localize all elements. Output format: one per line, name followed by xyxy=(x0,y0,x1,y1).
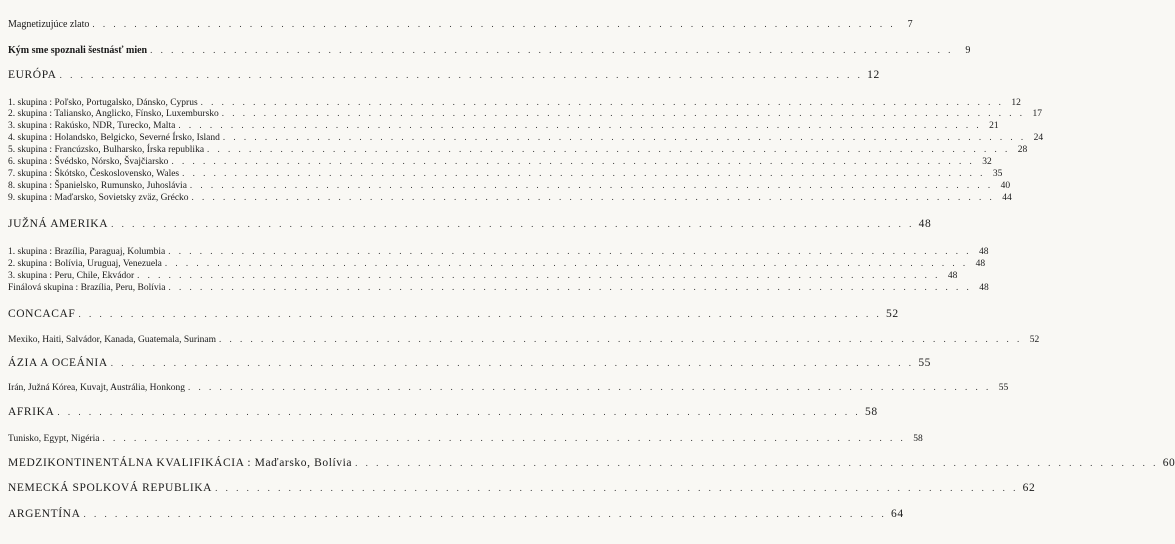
toc-section-page: 48 xyxy=(918,218,932,230)
toc-entry-label: 1. skupina : Poľsko, Portugalsko, Dánsko, Cyprus xyxy=(8,98,198,108)
toc-entry xyxy=(8,44,971,57)
toc-entry-label: 8. skupina : Španielsko, Rumunsko, Juhoslávia xyxy=(8,181,187,191)
toc-section-label: CONCACAF xyxy=(8,308,76,320)
toc-entry-page: 48 xyxy=(979,247,989,257)
toc-section-page: 12 xyxy=(867,69,880,81)
toc-entry-label: Finálová skupina : Brazília, Peru, Bolívia xyxy=(8,283,166,293)
dot-leader: . . . . . . . . . . . . . . . . . . . . . . . . . . . . . . . . . . . . . . . . . . . . . . . . . . . . . . . . . . . . . . . . . . . . . . . . . . . . . xyxy=(188,382,992,392)
dot-leader: . . . . . . . . . . . . . . . . . . . . . . . . . . . . . . . . . . . . . . . . . . . . . . . . . . . . . . . . . . . . . . . . . . . . . . . . . . . . . xyxy=(92,19,896,29)
dot-leader: . . . . . . . . . . . . . . . . . . . . . . . . . . . . . . . . . . . . . . . . . . . . . . . . . . . . . . . . . . . . . . . . . . . . . . . . . . . . . xyxy=(57,407,861,417)
dot-leader: . . . . . . . . . . . . . . . . . . . . . . . . . . . . . . . . . . . . . . . . . . . . . . . . . . . . . . . . . . . . . . . . . . . . . . . . . . . . . xyxy=(110,358,915,368)
toc-entry-label: Magnetizujúce zlato xyxy=(8,19,90,30)
toc-entry-label: 3. skupina : Peru, Chile, Ekvádor xyxy=(8,271,135,281)
toc-section-page: 55 xyxy=(918,357,932,369)
toc-entry xyxy=(8,18,913,31)
toc-section-label: JUŽNÁ AMERIKA xyxy=(8,218,109,230)
toc-section xyxy=(8,508,904,520)
toc-entry-label: 2. skupina : Taliansko, Anglicko, Fínsko, Luxembursko xyxy=(8,109,219,119)
dot-leader: . . . . . . . . . . . . . . . . . . . . . . . . . . . . . . . . . . . . . . . . . . . . . . . . . . . . . . . . . . . . . . . . . . . . . . . . . . . . . xyxy=(215,483,1019,493)
toc-entry-page: 21 xyxy=(989,121,999,131)
dot-leader: . . . . . . . . . . . . . . . . . . . . . . . . . . . . . . . . . . . . . . . . . . . . . . . . . . . . . . . . . . . . . . . . . . . . . . . . . . . . . xyxy=(168,282,972,292)
toc-entry-label: 3. skupina : Rakúsko, NDR, Turecko, Malta xyxy=(8,121,176,131)
toc-section-label: ARGENTÍNA xyxy=(8,508,81,520)
toc-section xyxy=(8,218,932,230)
dot-leader: . . . . . . . . . . . . . . . . . . . . . . . . . . . . . . . . . . . . . . . . . . . . . . . . . . . . . . . . . . . . . . . . . . . . . . . . . . . . . xyxy=(78,309,882,319)
toc-entry-page: 28 xyxy=(1017,145,1028,155)
toc-entry xyxy=(8,333,1040,346)
toc-section-page: 60 xyxy=(1162,457,1175,469)
toc-section xyxy=(8,308,899,320)
toc-entry-label: Irán, Južná Kórea, Kuvajt, Austrália, Honkong xyxy=(8,383,186,393)
dot-leader: . . . . . . . . . . . . . . . . . . . . . . . . . . . . . . . . . . . . . . . . . . . . . . . . . . . . . . . . . . . . . . . . . . . . . . . . . . . . . xyxy=(200,97,1004,107)
toc-entry-page: 32 xyxy=(982,157,992,167)
toc-entry-page: 55 xyxy=(998,383,1009,393)
toc-section-label: AFRIKA xyxy=(8,406,55,418)
toc-entry-label: 6. skupina : Švédsko, Nórsko, Švajčiarsko xyxy=(8,157,169,167)
toc-section xyxy=(8,357,932,369)
toc-entry-label: 7. skupina : Škótsko, Československo, Wales xyxy=(8,169,180,179)
toc-section-page: 64 xyxy=(891,508,904,520)
toc-entry-page: 48 xyxy=(979,283,989,293)
dot-leader: . . . . . . . . . . . . . . . . . . . . . . . . . . . . . . . . . . . . . . . . . . . . . . . . . . . . . . . . . . . . . . . . . . . . . . . . . . . . . xyxy=(102,433,906,443)
toc-section-page: 58 xyxy=(864,406,878,418)
toc-entry-label: Kým sme spoznali šestnásť mien xyxy=(8,45,148,56)
toc-section-label: NEMECKÁ SPOLKOVÁ REPUBLIKA xyxy=(8,482,213,494)
toc-section-label: ÁZIA A OCEÁNIA xyxy=(8,357,108,369)
toc-entry-page: 24 xyxy=(1033,133,1044,143)
toc-entry-page: 44 xyxy=(1002,193,1012,203)
dot-leader: . . . . . . . . . . . . . . . . . . . . . . . . . . . . . . . . . . . . . . . . . . . . . . . . . . . . . . . . . . . . . . . . . . . . . . . . . . . . . xyxy=(191,192,995,202)
toc-entry-label: 5. skupina : Francúzsko, Bulharsko, Írska republika xyxy=(8,145,205,155)
dot-leader: . . . . . . . . . . . . . . . . . . . . . . . . . . . . . . . . . . . . . . . . . . . . . . . . . . . . . . . . . . . . . . . . . . . . . . . . . . . . . xyxy=(221,108,1026,118)
dot-leader: . . . . . . . . . . . . . . . . . . . . . . . . . . . . . . . . . . . . . . . . . . . . . . . . . . . . . . . . . . . . . . . . . . . . . . . . . . . . . xyxy=(168,246,972,256)
dot-leader: . . . . . . . . . . . . . . . . . . . . . . . . . . . . . . . . . . . . . . . . . . . . . . . . . . . . . . . . . . . . . . . . . . . . . . . . . . . . . xyxy=(355,458,1159,468)
toc-entry-label: Mexiko, Haiti, Salvádor, Kanada, Guatemala, Surinam xyxy=(8,335,217,345)
toc-entry-page: 58 xyxy=(913,434,923,444)
toc-section-page: 52 xyxy=(885,308,899,320)
dot-leader: . . . . . . . . . . . . . . . . . . . . . . . . . . . . . . . . . . . . . . . . . . . . . . . . . . . . . . . . . . . . . . . . . . . . . . . . . . . . . xyxy=(59,70,863,80)
toc-section-label: MEDZIKONTINENTÁLNA KVALIFIKÁCIA : Maďarsko, Bolívia xyxy=(8,457,353,469)
toc-entry-page: 48 xyxy=(975,259,986,269)
toc-entry-label: 1. skupina : Brazília, Paraguaj, Kolumbia xyxy=(8,247,166,257)
dot-leader: . . . . . . . . . . . . . . . . . . . . . . . . . . . . . . . . . . . . . . . . . . . . . . . . . . . . . . . . . . . . . . . . . . . . . . . . . . . . . xyxy=(182,168,986,178)
toc-entry xyxy=(8,381,1009,394)
dot-leader: . . . . . . . . . . . . . . . . . . . . . . . . . . . . . . . . . . . . . . . . . . . . . . . . . . . . . . . . . . . . . . . . . . . . . . . . . . . . . xyxy=(222,132,1027,142)
dot-leader: . . . . . . . . . . . . . . . . . . . . . . . . . . . . . . . . . . . . . . . . . . . . . . . . . . . . . . . . . . . . . . . . . . . . . . . . . . . . . xyxy=(83,509,887,519)
toc-section xyxy=(8,457,1175,469)
toc-section xyxy=(8,406,878,418)
toc-section xyxy=(8,482,1036,494)
toc-entry-page: 40 xyxy=(1000,181,1011,191)
dot-leader: . . . . . . . . . . . . . . . . . . . . . . . . . . . . . . . . . . . . . . . . . . . . . . . . . . . . . . . . . . . . . . . . . . . . . . . . . . . . . xyxy=(207,144,1011,154)
toc-entry-page: 17 xyxy=(1032,109,1043,119)
toc-section-page: 62 xyxy=(1022,482,1036,494)
toc-entry-page: 52 xyxy=(1029,335,1040,345)
dot-leader: . . . . . . . . . . . . . . . . . . . . . . . . . . . . . . . . . . . . . . . . . . . . . . . . . . . . . . . . . . . . . . . . . . . . . . . . . . . . . xyxy=(150,45,954,55)
toc-section xyxy=(8,69,880,81)
toc-entry-label: 2. skupina : Bolívia, Uruguaj, Venezuela xyxy=(8,259,162,269)
toc-entry-label: Tunisko, Egypt, Nigéria xyxy=(8,434,100,444)
toc-entry-label: 9. skupina : Maďarsko, Sovietsky zväz, Grécko xyxy=(8,193,189,203)
toc-entry xyxy=(8,191,1012,204)
toc-entry-label: 4. skupina : Holandsko, Belgicko, Severné Írsko, Island xyxy=(8,133,220,143)
toc-entry-page: 12 xyxy=(1011,98,1021,108)
toc-entry xyxy=(8,281,989,294)
toc-entry-page: 35 xyxy=(992,169,1003,179)
toc-entry-page: 7 xyxy=(907,19,913,30)
dot-leader: . . . . . . . . . . . . . . . . . . . . . . . . . . . . . . . . . . . . . . . . . . . . . . . . . . . . . . . . . . . . . . . . . . . . . . . . . . . . . xyxy=(178,120,982,130)
dot-leader: . . . . . . . . . . . . . . . . . . . . . . . . . . . . . . . . . . . . . . . . . . . . . . . . . . . . . . . . . . . . . . . . . . . . . . . . . . . . . xyxy=(171,156,975,166)
dot-leader: . . . . . . . . . . . . . . . . . . . . . . . . . . . . . . . . . . . . . . . . . . . . . . . . . . . . . . . . . . . . . . . . . . . . . . . . . . . . . xyxy=(164,258,969,268)
toc-section-label: EURÓPA xyxy=(8,69,57,81)
dot-leader: . . . . . . . . . . . . . . . . . . . . . . . . . . . . . . . . . . . . . . . . . . . . . . . . . . . . . . . . . . . . . . . . . . . . . . . . . . . . . xyxy=(189,180,994,190)
dot-leader: . . . . . . . . . . . . . . . . . . . . . . . . . . . . . . . . . . . . . . . . . . . . . . . . . . . . . . . . . . . . . . . . . . . . . . . . . . . . . xyxy=(111,219,915,229)
dot-leader: . . . . . . . . . . . . . . . . . . . . . . . . . . . . . . . . . . . . . . . . . . . . . . . . . . . . . . . . . . . . . . . . . . . . . . . . . . . . . xyxy=(219,334,1023,344)
dot-leader: . . . . . . . . . . . . . . . . . . . . . . . . . . . . . . . . . . . . . . . . . . . . . . . . . . . . . . . . . . . . . . . . . . . . . . . . . . . . . xyxy=(137,270,941,280)
toc-entry xyxy=(8,432,923,445)
toc-entry-page: 9 xyxy=(965,45,971,56)
toc-entry-page: 48 xyxy=(947,271,958,281)
